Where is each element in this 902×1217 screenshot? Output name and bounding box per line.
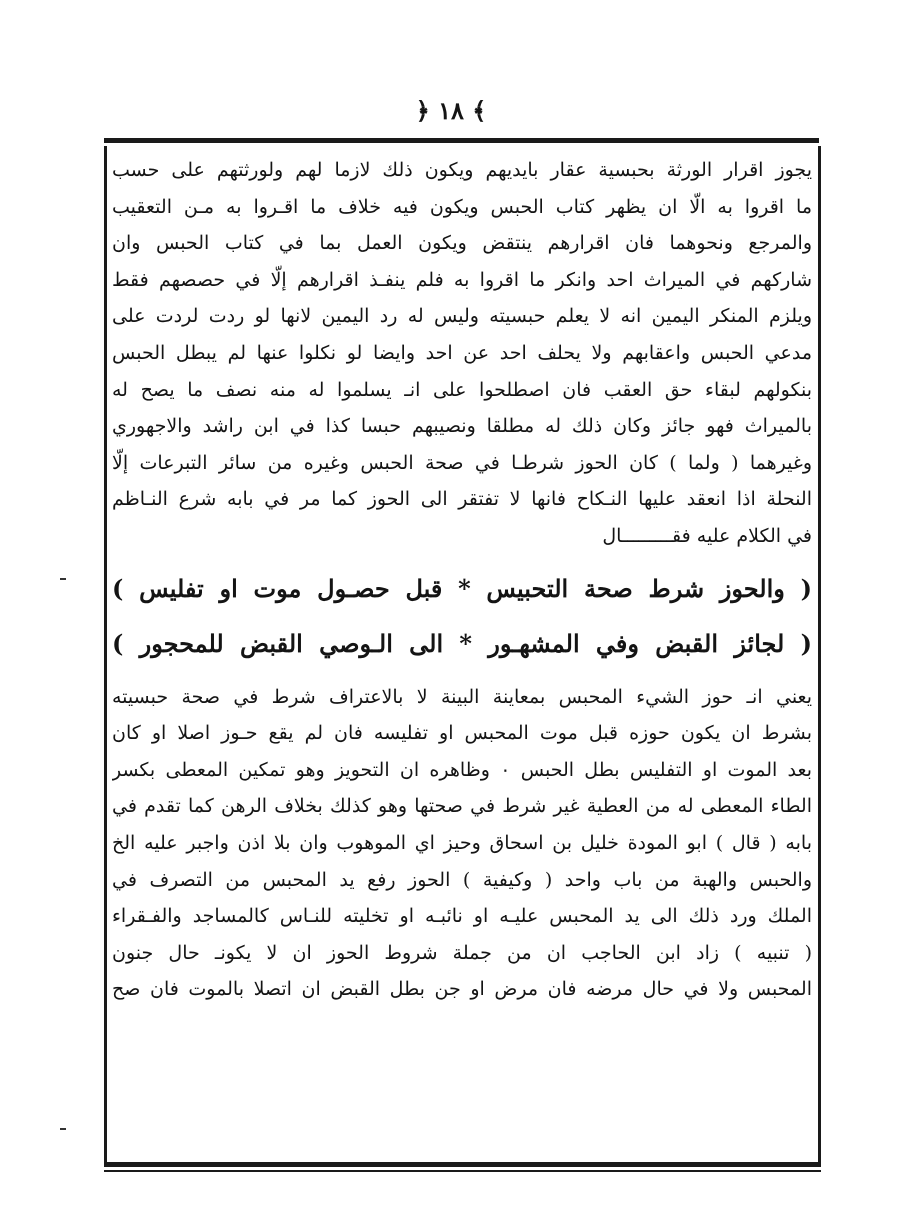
- paragraph-intro: [112, 152, 812, 555]
- poem-verses: [112, 561, 812, 671]
- text-line: الملك ورد ذلك الى يد المحبس عليـه او نائبـه او تخليته للنـاس كالمساجد والفـقراء: [112, 905, 812, 928]
- text-line: الطاء المعطى له من العطية غير شرط في صحتها وهو كذلك بخلاف الرهن كما تقدم في: [112, 795, 812, 818]
- text-line: بالميراث فهو جائز وكان ذلك له مطلقا ونصيبهم حبسا كذا في ابن راشد والاجهوري: [112, 415, 812, 438]
- text-line: بنكولهم لبقاء حق العقب فان اصطلحوا على انـ يسلموا له منه نصف ما يصح له: [112, 378, 812, 401]
- text-line: بابه ( قال ) ابو المودة خليل بن اسحاق وحيز اي الموهوب وان بلا اذن واجبر عليه الخ: [112, 831, 812, 854]
- page-number: ﴿ ١٨ ﴾: [415, 96, 487, 125]
- text-line: وغيرهما ( ولما ) كان الحوز شرطـا في صحة الحبس وغيره من سائر التبرعات إلّا: [112, 451, 812, 474]
- text-line: ( تنبيه ) زاد ابن الحاجب ان من جملة شروط الحوز ان لا يكونـ حال جنون: [112, 941, 812, 964]
- bottom-rule: [104, 1162, 821, 1167]
- paragraph-commentary: [112, 679, 812, 1008]
- text-line: والحبس والهبة من باب واحد ( وكيفية ) الحوز رفع يد المحبس من التصرف في: [112, 868, 812, 891]
- text-line: في الكلام عليه فقـــــــــال: [602, 524, 812, 547]
- text-line: بعد الموت او التفليس بطل الحبس ٠ وظاهره ان التحويز وهو تمكين المعطى بكسر: [112, 758, 812, 781]
- text-line: النحلة اذا انعقد عليها النـكاح فانها لا تفتقر الى الحوز كما مر في بابه شرع النـاظم: [112, 488, 812, 511]
- text-line: يجوز اقرار الورثة بحبسية عقار بايديهم ويكون ذلك لازما لهم ولورثتهم على حسب: [112, 159, 812, 181]
- text-line: المحبس ولا في حال مرضه فان مرض او جن بطل القبض ان اتصلا بالموت فان صح: [112, 978, 812, 1001]
- margin-mark: [60, 1128, 66, 1130]
- verse-line: ( لجائز القبض وفي المشهـور * الى الـوصي القبض للمحجور ): [112, 628, 812, 658]
- text-line: بشرط ان يكون حوزه قبل موت المحبس او تفليسه فان لم يقع حـوز اصلا او كان: [112, 722, 812, 745]
- text-line: ويلزم المنكر اليمين انه لا يعلم حبسيته وليس له رد اليمين لانها لو ردت لردت على: [112, 305, 812, 328]
- verse-line: ( والحوز شرط صحة التحبيس * قبل حصـول موت او تفليس ): [112, 573, 812, 603]
- text-line: والمرجع ونحوهما فان اقرارهم ينتقض ويكون العمل بما في كتاب الحبس وان: [112, 232, 812, 255]
- text-line: يعني انـ حوز الشيء المحبس بمعاينة البينة لا بالاعتراف شرط في صحة حبسيته: [112, 685, 812, 708]
- top-rule: [104, 138, 819, 143]
- text-line: مدعي الحبس واعقابهم ولا يحلف احد عن احد وايضا لو نكلوا عنها لم يبطل الحبس: [112, 341, 812, 364]
- page-body: [112, 152, 812, 1008]
- margin-mark: [60, 578, 66, 580]
- text-line: شاركهم في الميراث احد وانكر ما اقروا به فلم ينفـذ اقرارهم إلّا في حصصهم فقط: [112, 268, 812, 291]
- bottom-rule-thin: [104, 1170, 821, 1172]
- text-line: ما اقروا به الّا ان يظهر كتاب الحبس ويكون فيه خلاف ما اقـروا به مـن التعقيب: [112, 195, 812, 218]
